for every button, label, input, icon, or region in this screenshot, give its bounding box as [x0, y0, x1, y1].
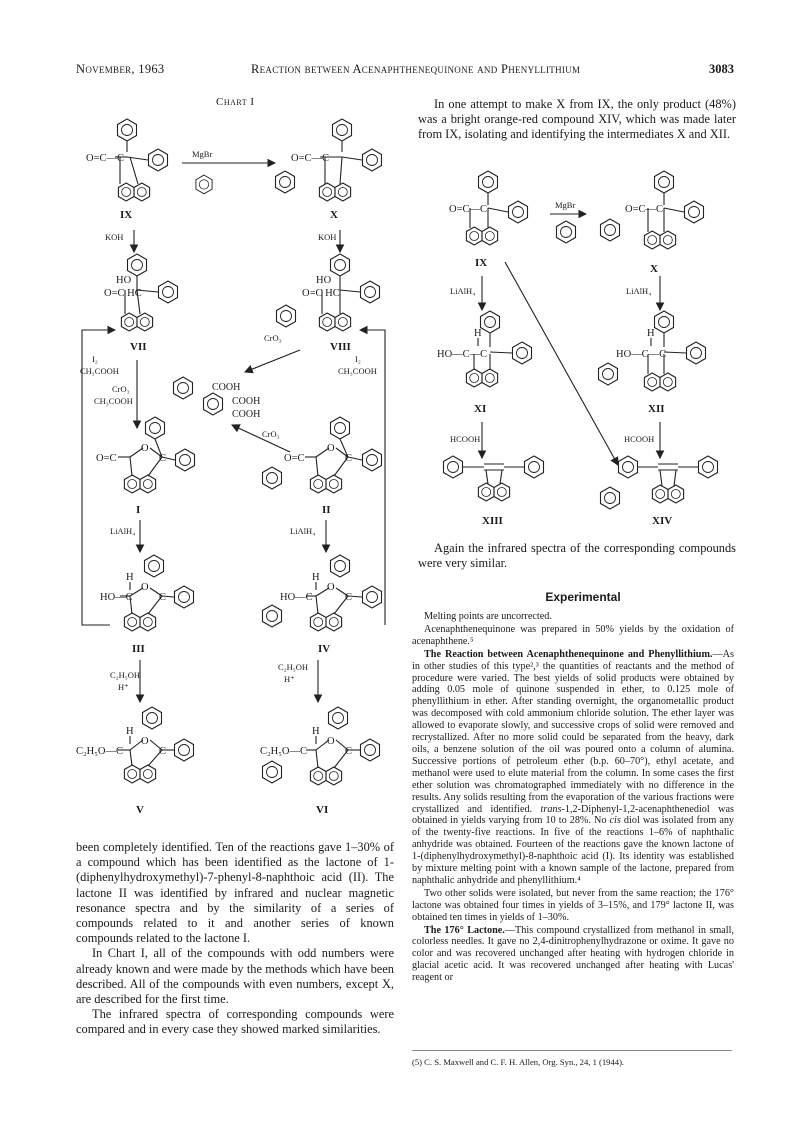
chart1-atom-label: O=C HC	[302, 288, 340, 299]
exp-p5	[412, 925, 734, 985]
compound-label-ix: IX	[120, 209, 133, 221]
chart1-atom-label: O	[327, 443, 335, 454]
chart2-atom-label: O=C—C	[449, 204, 488, 215]
compound-label-vi: VI	[316, 804, 329, 816]
left-para-3: The infrared spectra of corresponding compounds were compared and in every case they showed marked similarities.	[76, 1007, 394, 1037]
right-after-chart-paragraph	[418, 541, 736, 571]
compound-label-i: I	[136, 504, 141, 516]
reagent-lialh4-2: LiAlH₄	[450, 286, 476, 296]
reagent-i2: I₂	[92, 354, 98, 364]
chart1-atom-label: O=C—C	[86, 153, 125, 164]
chart1-atom-label: C	[159, 592, 167, 603]
compound-label-iv: IV	[318, 643, 331, 655]
chart1-atom-label: HO—C	[100, 592, 133, 603]
chart2-atom-label: HO—C—C	[437, 349, 488, 360]
acid-group: COOH	[212, 382, 241, 393]
chart1-atom-label: HO	[116, 275, 132, 286]
footnote: (5) C. S. Maxwell and C. F. H. Allen, Org. Syn., 24, 1 (1944).	[412, 1050, 732, 1067]
chart1-atom-label: HO	[316, 275, 332, 286]
chart1-atom-label: H	[126, 726, 134, 737]
left-body-text	[76, 840, 394, 1038]
compound-label-xiv: XIV	[652, 515, 673, 527]
reagent-mgbr: MgBr	[192, 149, 213, 159]
reagent-lialh4: LiAlH₄	[110, 526, 136, 536]
left-para-2: In Chart I, all of the compounds with odd numbers were already known and were made by the methods which have been described. All of the compounds with even numbers, except X, are described for the first time.	[76, 946, 394, 1007]
chart-label: Chart I	[216, 96, 255, 108]
chart1-atom-label: C	[159, 746, 167, 757]
chart1-atom-label: O=C HC	[104, 288, 142, 299]
reagent-cro3: CrO₃	[112, 384, 130, 394]
acid-group: COOH	[232, 396, 261, 407]
reagent-lialh4: LiAlH₄	[290, 526, 316, 536]
reagent-c2h5oh: C₂H₅OH	[110, 670, 141, 680]
compound-label-x-2: X	[650, 263, 658, 275]
compound-label-v: V	[136, 804, 144, 816]
chart1-atom-label: H	[126, 572, 134, 583]
exp-p4: Two other solids were isolated, but never from the same reaction; the 176° lactone was obtained four times in yields of 3–15%, and 179° lactone II, was obtained ten times in yields of 1–30%.	[412, 887, 734, 923]
exp-p5-title: The 176° Lactone.	[424, 924, 505, 936]
reagent-koh: KOH	[318, 232, 337, 242]
compound-label-xii: XII	[648, 403, 665, 415]
chart2-atom-label: H	[647, 328, 655, 339]
reagent-ch3cooh: CH₃COOH	[80, 366, 119, 376]
exp-p2: Acenaphthenequinone was prepared in 50% yields by the oxidation of acenaphthene.⁵	[412, 623, 734, 647]
chart1-atom-label: O=C	[96, 453, 117, 464]
reagent-ch3cooh: CH₃COOH	[338, 366, 377, 376]
chart1-atom-label: C	[345, 453, 353, 464]
chart1-atom-label: O	[327, 582, 335, 593]
compound-label-ix-2: IX	[475, 257, 488, 269]
chart1-atom-label: H	[312, 572, 320, 583]
chart2-atom-label: H	[474, 328, 482, 339]
chart1-atom-label: O	[141, 443, 149, 454]
compound-label-vii: VII	[130, 341, 147, 353]
header-page-number: 3083	[709, 62, 734, 76]
chart1-atom-label: C₂H₅O—C	[76, 746, 123, 757]
chart1-atom-label: O	[327, 736, 335, 747]
compound-label-iii: III	[132, 643, 145, 655]
acid-group: COOH	[232, 409, 261, 420]
reagent-h-plus: H⁺	[284, 674, 295, 684]
chart1-atom-label: O=C	[284, 453, 305, 464]
compound-label-xiii: XIII	[482, 515, 503, 527]
exp-p3-trans: trans	[540, 803, 562, 815]
exp-p3-end: diol was isolated from any of the twenty-five reactions. In five of the reactions 1–6% of naphthalic anhydride was obtained. Fourteen of the reactions gave the known lactone of 1-(diphenylhydroxymethyl)-8-naphthoic acid (I). Its identity was established by mixture melting point with a known sample of the lactone, prepared from naphthalic anhydride and phenyllithium.⁴	[412, 815, 735, 886]
chart1-atom-label: O	[141, 582, 149, 593]
experimental-section	[412, 611, 734, 985]
chart1-atom-label: C₂H₅O—C	[260, 746, 307, 757]
reagent-c2h5oh: C₂H₅OH	[278, 662, 309, 672]
reagent-ch3cooh: CH₃COOH	[94, 396, 133, 406]
chart1-atom-label: C	[345, 746, 353, 757]
exp-p3-cis: cis	[609, 815, 621, 827]
header-date: November, 1963	[76, 62, 165, 76]
reagent-cro3: CrO₃	[264, 333, 282, 343]
compound-label-viii: VIII	[330, 341, 351, 353]
reagent-mgbr-2: MgBr	[555, 200, 576, 210]
right-after-text: Again the infrared spectra of the corresponding compounds were very similar.	[418, 541, 736, 571]
experimental-heading: Experimental	[545, 590, 621, 604]
chart1-atom-label: O	[141, 736, 149, 747]
chart1-atom-label: H	[312, 726, 320, 737]
exp-p3-body: —As in other studies of this type²,³ the quantities of reactants and the method of procedure were varied. The best yields of solid products were obtained by adding 0.05 mole of quinone suspended in ether, to 0.125 mole of phenyllithium in ether. After standing overnight, the organometallic product was decomposed with cold ammonium chloride solution. The ether layer was allowed to evaporate slowly, and successive crops of solid were removed and recrystallized. After no more solid could be separated from the heavy, dark oils, a benzene solution of the oil was poured onto a column of alumina. Successive portions of petroleum ether (b.p. 60–70°), ethyl acetate, and methanol were used to elute material from the column. In some cases the first ether solution was chromatographed immediately with no difference in the results. Any solids resulting from the evaporation of the various fractions were crystallized and identified.	[412, 648, 734, 815]
chart2-atom-label: O=C—C	[625, 204, 664, 215]
chart1-atom-label: O=C—C	[291, 153, 330, 164]
exp-p3	[412, 649, 734, 887]
right-intro-text: In one attempt to make X from IX, the only product (48%) was a bright orange-red compound XIV, which was made later from IX, isolating and identifying the intermediates X and XII.	[418, 97, 736, 142]
reagent-cro3: CrO₃	[262, 429, 280, 439]
chart2-atom-label: HO—C—C	[616, 349, 667, 360]
exp-p3-cont: -1,2-Diphenyl-1,2-acenaphthenediol was obtained in yields varying from 10 to 28%. No	[412, 803, 735, 827]
compound-label-xi: XI	[474, 403, 487, 415]
reagent-koh: KOH	[105, 232, 124, 242]
reagent-hcooh: HCOOH	[624, 434, 655, 444]
reagent-i2: I₂	[355, 354, 361, 364]
reagent-lialh4-2: LiAlH₄	[626, 286, 652, 296]
reagent-hcooh: HCOOH	[450, 434, 481, 444]
exp-p5-body: —This compound crystallized from methanol in small, colorless needles. It gave no 2,4-dinitrophenylhydrazone or oxime. It gave no color and was recovered unchanged after heating with hydrogen chloride in glacial acetic acid. It was recovered unchanged after heating with Lucas' reagent or	[412, 924, 734, 984]
left-para-1: been completely identified. Ten of the reactions gave 1–30% of a compound which has been identified as the lactone of 1-(diphenylhydroxymethyl)-7-phenyl-8-naphthoic acid (II). The lactone II was identified by infrared and nuclear magnetic resonance spectra and by the similarity of a series of compounds related to it and another series of known compounds related to the lactone I.	[76, 840, 394, 946]
header-title: Reaction between Acenaphthenequinone and Phenyllithium	[251, 62, 581, 76]
exp-p3-title: The Reaction between Acenaphthenequinone and Phenyllithium.	[424, 648, 713, 660]
chart1-atom-label: HO—C	[280, 592, 313, 603]
compound-label-x: X	[330, 209, 338, 221]
compound-label-ii: II	[322, 504, 331, 516]
reagent-h-plus: H⁺	[118, 682, 129, 692]
chart1-atom-label: C	[159, 453, 167, 464]
exp-p1: Melting points are uncorrected.	[424, 611, 552, 622]
chart1-atom-label: C	[345, 592, 353, 603]
